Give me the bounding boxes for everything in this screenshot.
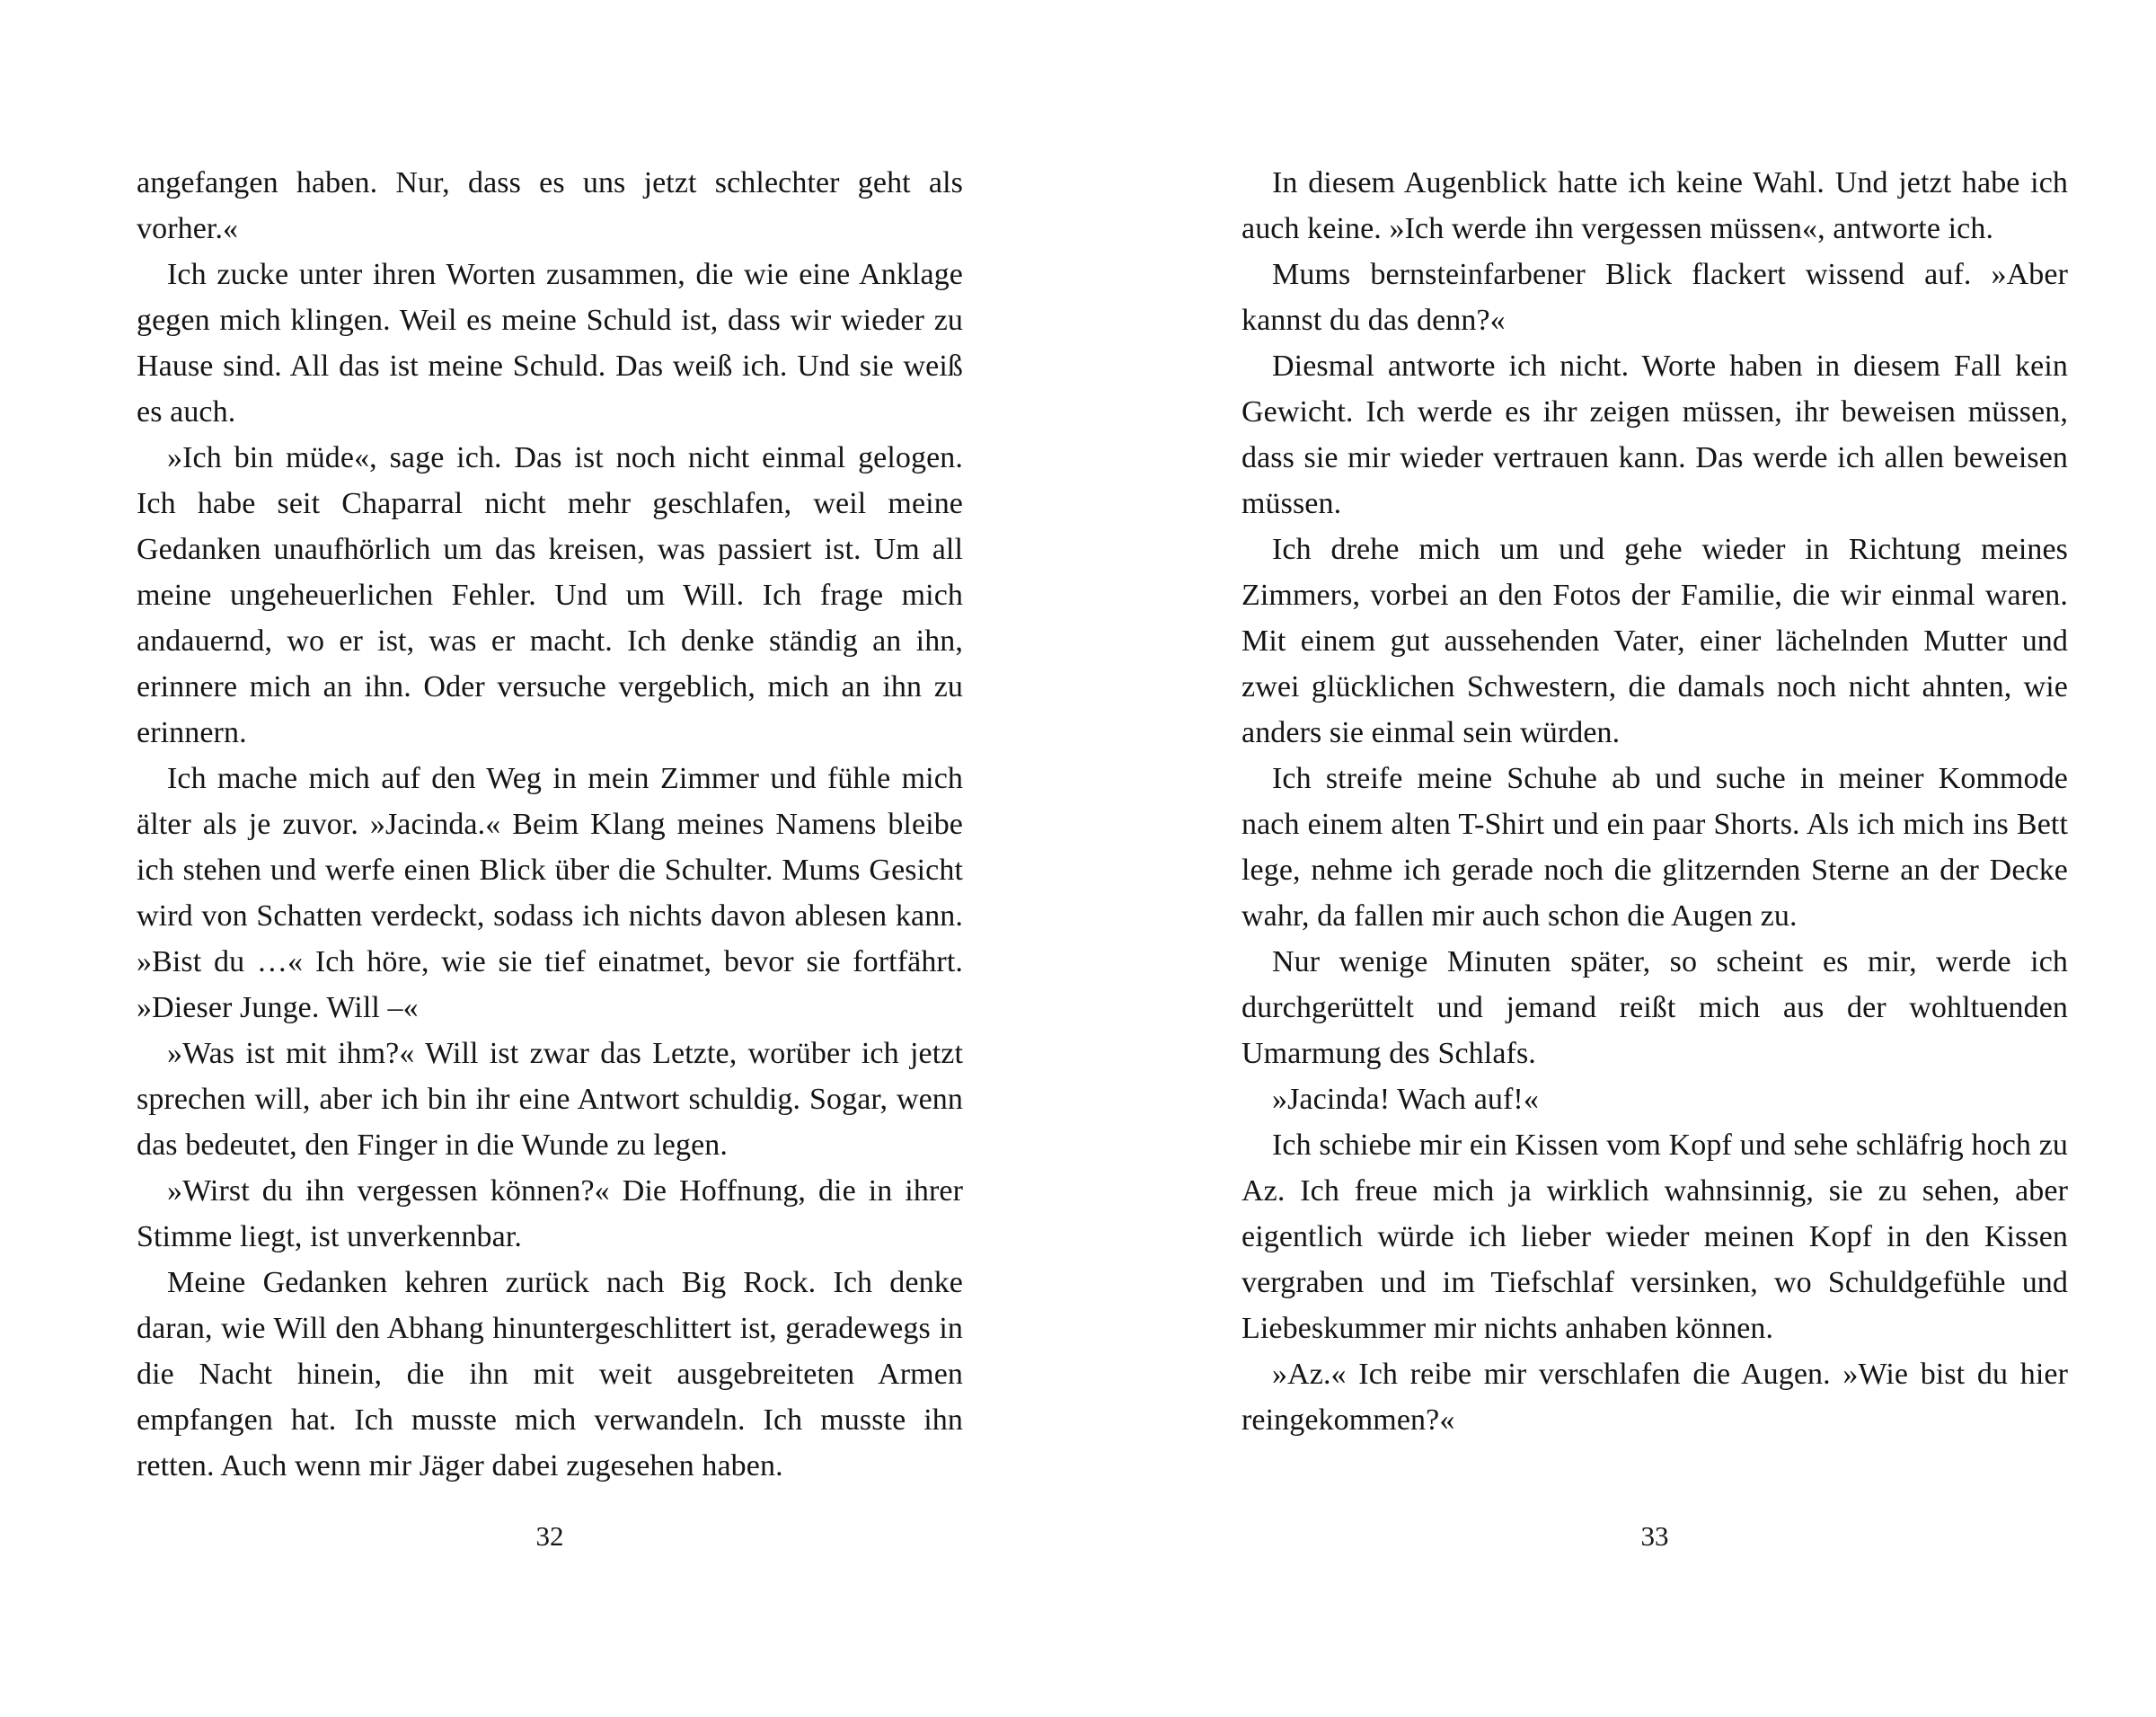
paragraph: In diesem Augenblick hatte ich keine Wahl. Und jetzt habe ich auch keine. »Ich werde ihn vergessen müssen«, antworte ich. (1241, 166, 2068, 245)
paragraph: »Ich bin müde«, sage ich. Das ist noch nicht einmal gelogen. Ich habe seit Chaparral nicht mehr geschlafen, weil meine Gedanken unaufhörlich um das kreisen, was passiert ist. Um all meine ungeheuerlichen Fehler. Und um Will. Ich frage mich andauernd, wo er ist, was er macht. Ich denke ständig an ihn, erinnere mich an ihn. Oder versuche vergeblich, mich an ihn zu erinnern. (137, 441, 963, 749)
paragraph: Ich zucke unter ihren Worten zusammen, die wie eine Anklage gegen mich klingen. Weil es meine Schuld ist, dass wir wieder zu Hause sind. All das ist meine Schuld. Das weiß ich. Und sie weiß es auch. (137, 258, 963, 429)
page-text-right (1241, 160, 2068, 1443)
paragraph: »Az.« Ich reibe mir verschlafen die Augen. »Wie bist du hier reingekommen?« (1241, 1358, 2068, 1437)
paragraph: Ich streife meine Schuhe ab und suche in meiner Kommode nach einem alten T-Shirt und ein paar Shorts. Als ich mich ins Bett lege, nehme ich gerade noch die glitzernden Sterne an der Decke wahr, da fallen mir auch schon die Augen zu. (1241, 762, 2068, 933)
page-number-left: 32 (535, 1520, 564, 1552)
paragraph: Ich drehe mich um und gehe wieder in Richtung meines Zimmers, vorbei an den Fotos der Familie, die wir einmal waren. Mit einem gut aussehenden Vater, einer lächelnden Mutter und zwei glücklichen Schwestern, die damals noch nicht ahnten, wie anders sie einmal sein würden. (1241, 533, 2068, 749)
page-text-left (137, 160, 963, 1489)
book-page-right (1078, 0, 2156, 1717)
paragraph: Mums bernsteinfarbener Blick flackert wissend auf. »Aber kannst du das denn?« (1241, 258, 2068, 337)
paragraph: »Was ist mit ihm?« Will ist zwar das Letzte, worüber ich jetzt sprechen will, aber ich bin ihr eine Antwort schuldig. Sogar, wenn das bedeutet, den Finger in die Wunde zu legen. (137, 1037, 963, 1162)
paragraph: Meine Gedanken kehren zurück nach Big Rock. Ich denke daran, wie Will den Abhang hinuntergeschlittert ist, geradewegs in die Nacht hinein, die ihn mit weit ausgebreiteten Armen empfangen hat. Ich musste mich verwandeln. Ich musste ihn retten. Auch wenn mir Jäger dabei zugesehen haben. (137, 1266, 963, 1482)
paragraph: Nur wenige Minuten später, so scheint es mir, werde ich durchgerüttelt und jemand reißt mich aus der wohltuenden Umarmung des Schlafs. (1241, 945, 2068, 1070)
paragraph: Diesmal antworte ich nicht. Worte haben in diesem Fall kein Gewicht. Ich werde es ihr zeigen müssen, ihr beweisen müssen, dass sie mir wieder vertrauen kann. Das werde ich allen beweisen müssen. (1241, 350, 2068, 520)
paragraph: »Jacinda! Wach auf!« (1272, 1083, 1539, 1116)
paragraph: Ich schiebe mir ein Kissen vom Kopf und sehe schläfrig hoch zu Az. Ich freue mich ja wirklich wahnsinnig, sie zu sehen, aber eigentlich würde ich lieber wieder meinen Kopf in den Kissen vergraben und im Tiefschlaf versinken, wo Schuldgefühle und Liebeskummer mir nichts anhaben können. (1241, 1128, 2068, 1345)
paragraph: angefangen haben. Nur, dass es uns jetzt schlechter geht als vorher.« (137, 166, 963, 245)
paragraph: Ich mache mich auf den Weg in mein Zimmer und fühle mich älter als je zuvor. »Jacinda.« Beim Klang meines Namens bleibe ich stehen und werfe einen Blick über die Schulter. Mums Gesicht wird von Schatten verdeckt, sodass ich nichts davon ablesen kann. »Bist du …« Ich höre, wie sie tief einatmet, bevor sie fortfährt. »Dieser Junge. Will –« (137, 762, 963, 1024)
paragraph: »Wirst du ihn vergessen können?« Die Hoffnung, die in ihrer Stimme liegt, ist unverkennbar. (137, 1174, 963, 1253)
page-number-right: 33 (1640, 1520, 1669, 1552)
